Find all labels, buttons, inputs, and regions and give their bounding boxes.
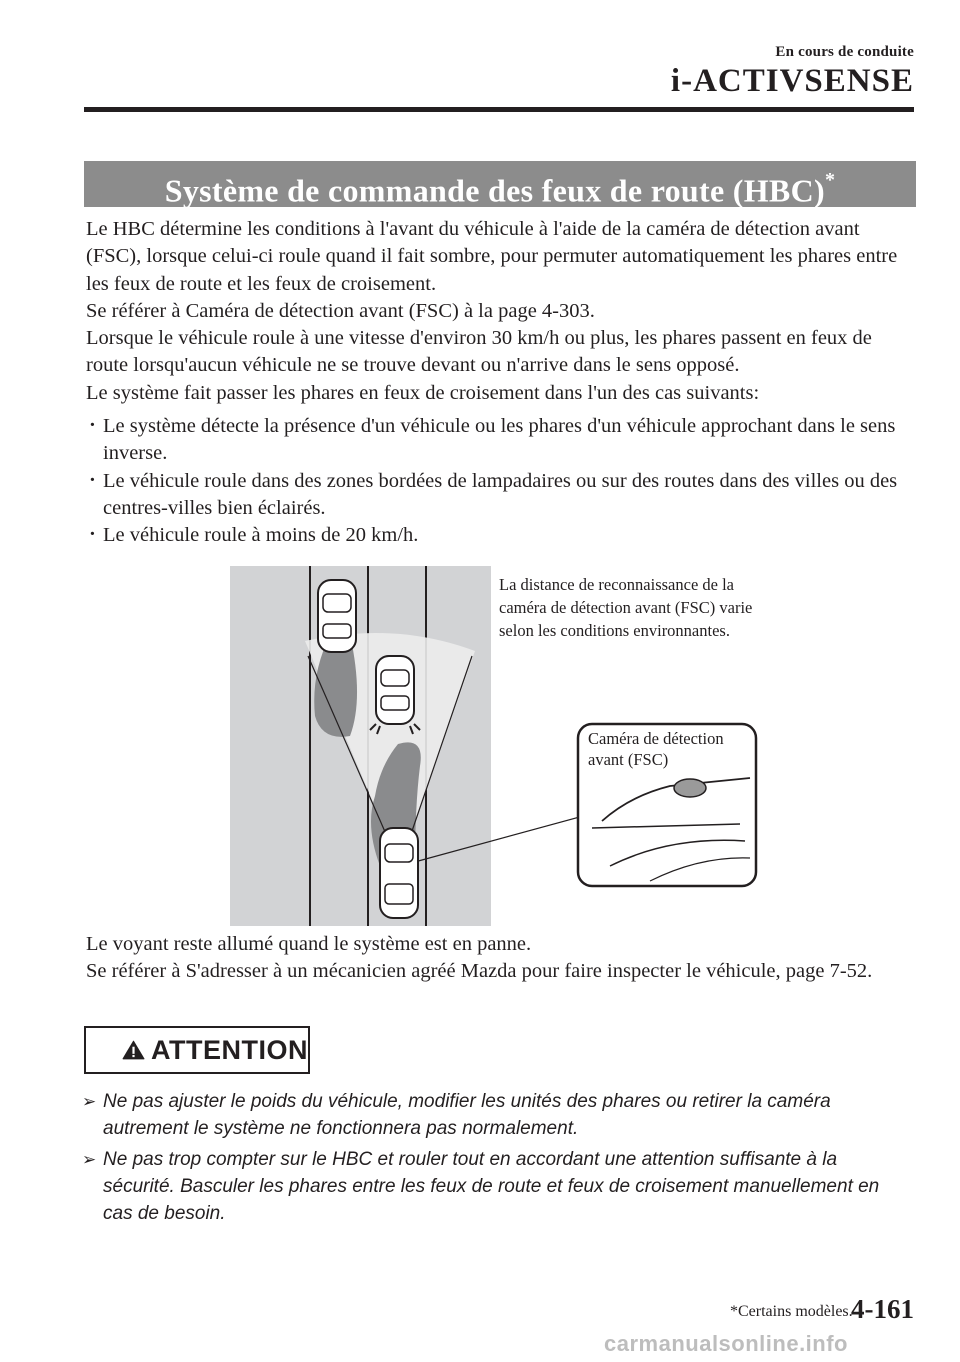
intro-paragraph: Lorsque le véhicule roule à une vitesse d'environ 30 km/h ou plus, les phares passent en feux de route lorsqu'aucun véhicule ne se trouve devant ou n'arrive dans le sens opposé.: [86, 327, 872, 377]
intro-paragraph: Le système fait passer les phares en feux de croisement dans l'un des cas suivants:: [86, 381, 760, 404]
range-callout: La distance de reconnaissance de la caméra de détection avant (FSC) varie selon les conditions environnantes.: [499, 575, 753, 640]
section-title: Système de commande des feux de route (HBC): [164, 172, 825, 209]
intro-text: [86, 216, 912, 550]
attention-list: [82, 1088, 912, 1231]
attention-text: Ne pas trop compter sur le HBC et rouler tout en accordant une attention suffisante à la sécurité. Basculer les phares entre les feux de route et feux de croisement manuellement en cas de besoin.: [103, 1149, 880, 1224]
arrow-icon: ➢: [82, 1150, 97, 1169]
oncoming-car: [318, 580, 356, 652]
attention-box: [84, 1026, 310, 1074]
footnote: *Certains modèles.: [730, 1303, 853, 1320]
list-item: · Le système détecte la présence d'un véhicule ou les phares d'un véhicule approchant dans le sens inverse.: [86, 413, 912, 468]
list-item: [82, 1088, 912, 1142]
camera-callout: Caméra de détection avant (FSC): [588, 729, 724, 769]
arrow-icon: ➢: [82, 1092, 97, 1111]
list-item: · Le véhicule roule dans des zones bordées de lampadaires ou sur des routes dans des villes ou des centres-villes bien éclairés.: [86, 468, 912, 523]
header-section: En cours de conduite: [775, 44, 914, 60]
section-banner: [84, 161, 916, 207]
list-item: · Le véhicule roule à moins de 20 km/h.: [86, 522, 912, 549]
camera-unit: [674, 779, 706, 797]
page-number: 4-161: [851, 1294, 914, 1324]
attention-label: ATTENTION: [151, 1034, 308, 1065]
section-asterisk: *: [824, 169, 836, 191]
service-reference: Se référer à S'adresser à un mécanicien agréé Mazda pour faire inspecter le véhicule, page 7-52.: [86, 960, 873, 983]
own-car: [380, 828, 418, 918]
after-figure-text: [86, 931, 912, 986]
conditions-list: [86, 413, 912, 549]
intro-reference: Se référer à Caméra de détection avant (FSC) à la page 4-303.: [86, 299, 595, 322]
warning-icon: [122, 1032, 145, 1068]
watermark: carmanualsonline.info: [604, 1331, 848, 1356]
intro-paragraph: Le HBC détermine les conditions à l'avant du véhicule à l'aide de la caméra de détection avant (FSC), lorsque celui-ci roule quand il fait sombre, pour permuter automatiquement les phares entre les feux de route et les feux de croisement.: [86, 218, 898, 295]
indicator-note: Le voyant reste allumé quand le système est en panne.: [86, 933, 532, 955]
attention-text: Ne pas ajuster le poids du véhicule, modifier les unités des phares ou retirer la caméra autrement le système ne fonctionnera pas normalement.: [103, 1091, 831, 1139]
header-rule: [84, 107, 914, 112]
header-title: i-ACTIVSENSE: [670, 63, 914, 99]
list-item: [82, 1146, 912, 1227]
